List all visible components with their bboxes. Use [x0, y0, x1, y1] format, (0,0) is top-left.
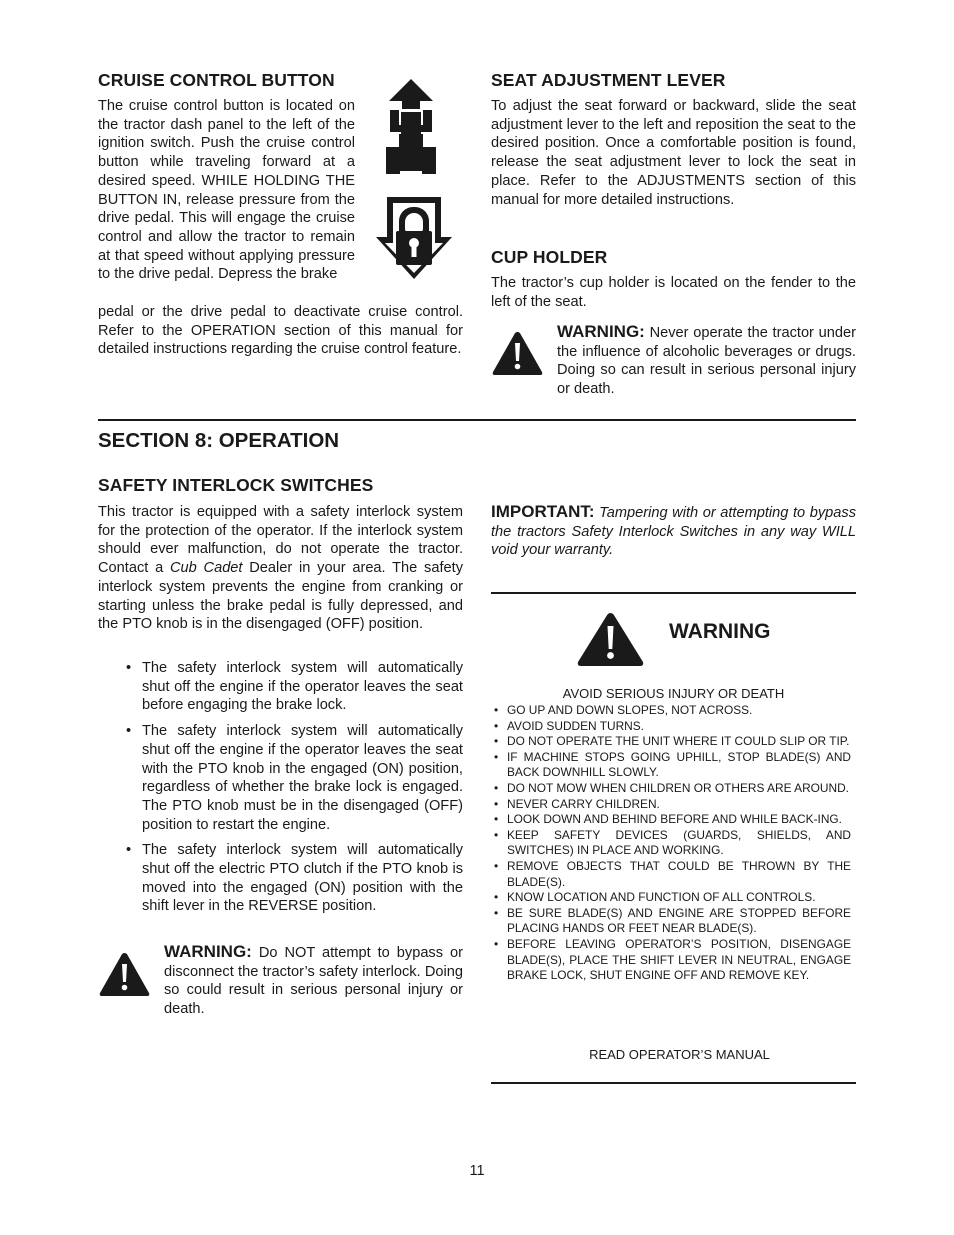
- warning-bypass-label: WARNING:: [164, 942, 252, 961]
- bullet-text: The safety interlock system will automatically shut off the engine if the operator leaves the seat with the PTO knob in the engaged (ON) position, regardless of whether the brake lock is engaged. The PTO knob must be in the disengaged (OFF) position to restart the engine.: [142, 723, 463, 833]
- warning-item-text: BEFORE LEAVING OPERATOR’S POSITION, DISENGAGE BLADE(S), PLACE THE SHIFT LEVER IN NEUTRAL, ENGAGE BRAKE LOCK, SHUT ENGINE OFF AND REMOVE KEY.: [507, 936, 851, 983]
- warning-item-text: GO UP AND DOWN SLOPES, NOT ACROSS.: [507, 703, 753, 717]
- seat-adjustment-heading: SEAT ADJUSTMENT LEVER: [491, 70, 726, 90]
- warning-triangle-icon: [576, 611, 645, 668]
- warning-box-list: [491, 703, 851, 984]
- section-title: SECTION 8: OPERATION: [98, 429, 340, 452]
- interlock-bullet-list: [98, 659, 463, 923]
- list-item: • LOOK DOWN AND BEHIND BEFORE AND WHILE BACK-ING.: [494, 812, 842, 827]
- warning-alcohol-body: Never operate the tractor under the influence of alcoholic beverages or drugs. Doing so can result in serious personal injury or death.: [557, 325, 856, 398]
- warning-item-text: DO NOT MOW WHEN CHILDREN OR OTHERS ARE AROUND.: [507, 780, 849, 795]
- list-item: • The safety interlock system will automatically shut off the engine if the operator leaves the seat before engaging the brake lock.: [126, 660, 463, 714]
- list-item: • GO UP AND DOWN SLOPES, NOT ACROSS.: [494, 703, 753, 717]
- interlock-text-part1: This tractor is equipped with a safety interlock system for the protection of the operator. If the interlock system should ever malfunction, do not operate the tractor. Contact a: [98, 504, 463, 577]
- warning-item-text: LOOK DOWN AND BEHIND BEFORE AND WHILE BACK-ING.: [507, 812, 842, 827]
- warning-item-text: DO NOT OPERATE THE UNIT WHERE IT COULD SLIP OR TIP.: [507, 734, 850, 749]
- cruise-control-text-narrow: The cruise control button is located on the tractor dash panel to the left of the ignition switch. Push the cruise control button while traveling forward at a desired speed. WHILE HOLDING THE BUTTON IN, release pressure from the drive pedal. This will engage the cruise control and allow the tractor to remain at that speed without applying pressure to the drive pedal. Depress the brake: [98, 98, 355, 283]
- warning-item-text: NEVER CARRY CHILDREN.: [507, 796, 660, 811]
- warning-item-text: REMOVE OBJECTS THAT COULD BE THROWN BY THE BLADE(S).: [507, 858, 851, 889]
- cub-cadet-name: Cub Cadet: [169, 560, 243, 577]
- warning-alcohol-text: [557, 323, 856, 399]
- warning-bypass-body: Do NOT attempt to bypass or disconnect the tractor’s safety interlock. Doing so could result in serious personal injury or death.: [164, 945, 463, 1018]
- warning-box-bottom-rule: [491, 1082, 856, 1084]
- list-item: • IF MACHINE STOPS GOING UPHILL, STOP BLADE(S) AND BACK DOWNHILL SLOWLY.: [494, 749, 851, 780]
- warning-item-text: BE SURE BLADE(S) AND ENGINE ARE STOPPED BEFORE PLACING HANDS OR FEET NEAR BLADE(S).: [507, 905, 851, 936]
- list-item: • KNOW LOCATION AND FUNCTION OF ALL CONTROLS.: [494, 890, 816, 905]
- list-item: • BEFORE LEAVING OPERATOR’S POSITION, DISENGAGE BLADE(S), PLACE THE SHIFT LEVER IN NEUTRAL, ENGAGE BRAKE LOCK, SHUT ENGINE OFF AND REMOVE KEY.: [494, 936, 851, 983]
- list-item: • BE SURE BLADE(S) AND ENGINE ARE STOPPED BEFORE PLACING HANDS OR FEET NEAR BLADE(S).: [494, 905, 851, 936]
- list-item: • DO NOT OPERATE THE UNIT WHERE IT COULD SLIP OR TIP.: [494, 734, 850, 749]
- warning-triangle-icon: [98, 951, 151, 998]
- warning-box-top-rule: [491, 592, 856, 594]
- safety-interlock-heading: SAFETY INTERLOCK SWITCHES: [98, 475, 374, 495]
- warning-item-text: KEEP SAFETY DEVICES (GUARDS, SHIELDS, AND SWITCHES) IN PLACE AND WORKING.: [507, 827, 851, 858]
- page-number: 11: [469, 1163, 485, 1179]
- important-note: [491, 503, 856, 560]
- bullet-text: The safety interlock system will automatically shut off the electric PTO clutch if the PTO knob is moved into the engaged (ON) position with the shift lever in the REVERSE position.: [142, 842, 463, 915]
- warning-item-text: AVOID SUDDEN TURNS.: [507, 718, 644, 733]
- warning-box-header: AVOID SERIOUS INJURY OR DEATH: [562, 686, 785, 701]
- warning-box-title: WARNING: [669, 620, 771, 643]
- list-item: • DO NOT MOW WHEN CHILDREN OR OTHERS ARE AROUND.: [494, 780, 849, 795]
- section-divider: [98, 419, 856, 421]
- padlock-down-arrow-icon: [374, 193, 454, 283]
- cup-holder-text: The tractor’s cup holder is located on the fender to the left of the seat.: [491, 275, 856, 310]
- warning-triangle-icon: [491, 330, 544, 377]
- interlock-text-part2: Dealer in your area. The safety interlock system prevents the engine from cranking or starting unless the brake pedal is fully depressed, and the PTO knob is in the disengaged (OFF) position.: [98, 560, 463, 633]
- list-item: • The safety interlock system will automatically shut off the electric PTO clutch if the PTO knob is moved into the engaged (ON) position with the shift lever in the REVERSE position.: [126, 842, 463, 915]
- bullet-text: The safety interlock system will automatically shut off the engine if the operator leaves the seat before engaging the brake lock.: [142, 660, 463, 714]
- tractor-forward-arrow-icon: [386, 79, 436, 182]
- list-item: • NEVER CARRY CHILDREN.: [494, 796, 660, 811]
- warning-box-footer: READ OPERATOR’S MANUAL: [589, 1047, 770, 1062]
- list-item: • AVOID SUDDEN TURNS.: [494, 718, 644, 733]
- warning-item-text: IF MACHINE STOPS GOING UPHILL, STOP BLADE(S) AND BACK DOWNHILL SLOWLY.: [507, 749, 851, 780]
- cruise-control-text-wide: pedal or the drive pedal to deactivate cruise control. Refer to the OPERATION section of this manual for detailed instructions regarding the cruise control feature.: [98, 304, 463, 358]
- list-item: • The safety interlock system will automatically shut off the engine if the operator leaves the seat with the PTO knob in the engaged (ON) position, regardless of whether the brake lock is engaged. The PTO knob must be in the disengaged (OFF) position to restart the engine.: [126, 723, 463, 833]
- warning-alcohol-label: WARNING:: [557, 322, 645, 341]
- warning-item-text: KNOW LOCATION AND FUNCTION OF ALL CONTROLS.: [507, 890, 816, 905]
- cruise-control-heading: CRUISE CONTROL BUTTON: [98, 70, 335, 90]
- important-body: Tampering with or attempting to bypass the tractors Safety Interlock Switches in any way WILL void your warranty.: [491, 505, 856, 559]
- important-label: IMPORTANT:: [491, 502, 595, 521]
- list-item: • KEEP SAFETY DEVICES (GUARDS, SHIELDS, AND SWITCHES) IN PLACE AND WORKING.: [494, 827, 851, 858]
- warning-bypass-text: [164, 943, 463, 1019]
- cup-holder-heading: CUP HOLDER: [491, 247, 608, 267]
- safety-interlock-text: [98, 503, 463, 634]
- seat-adjustment-text: To adjust the seat forward or backward, slide the seat adjustment lever to the left and reposition the seat to the desired position. Once a comfortable position is found, release the seat adjustment lever to lock the seat in place. Refer to the ADJUSTMENTS section of this manual for more detailed instructions.: [491, 98, 856, 208]
- list-item: • REMOVE OBJECTS THAT COULD BE THROWN BY THE BLADE(S).: [494, 858, 851, 889]
